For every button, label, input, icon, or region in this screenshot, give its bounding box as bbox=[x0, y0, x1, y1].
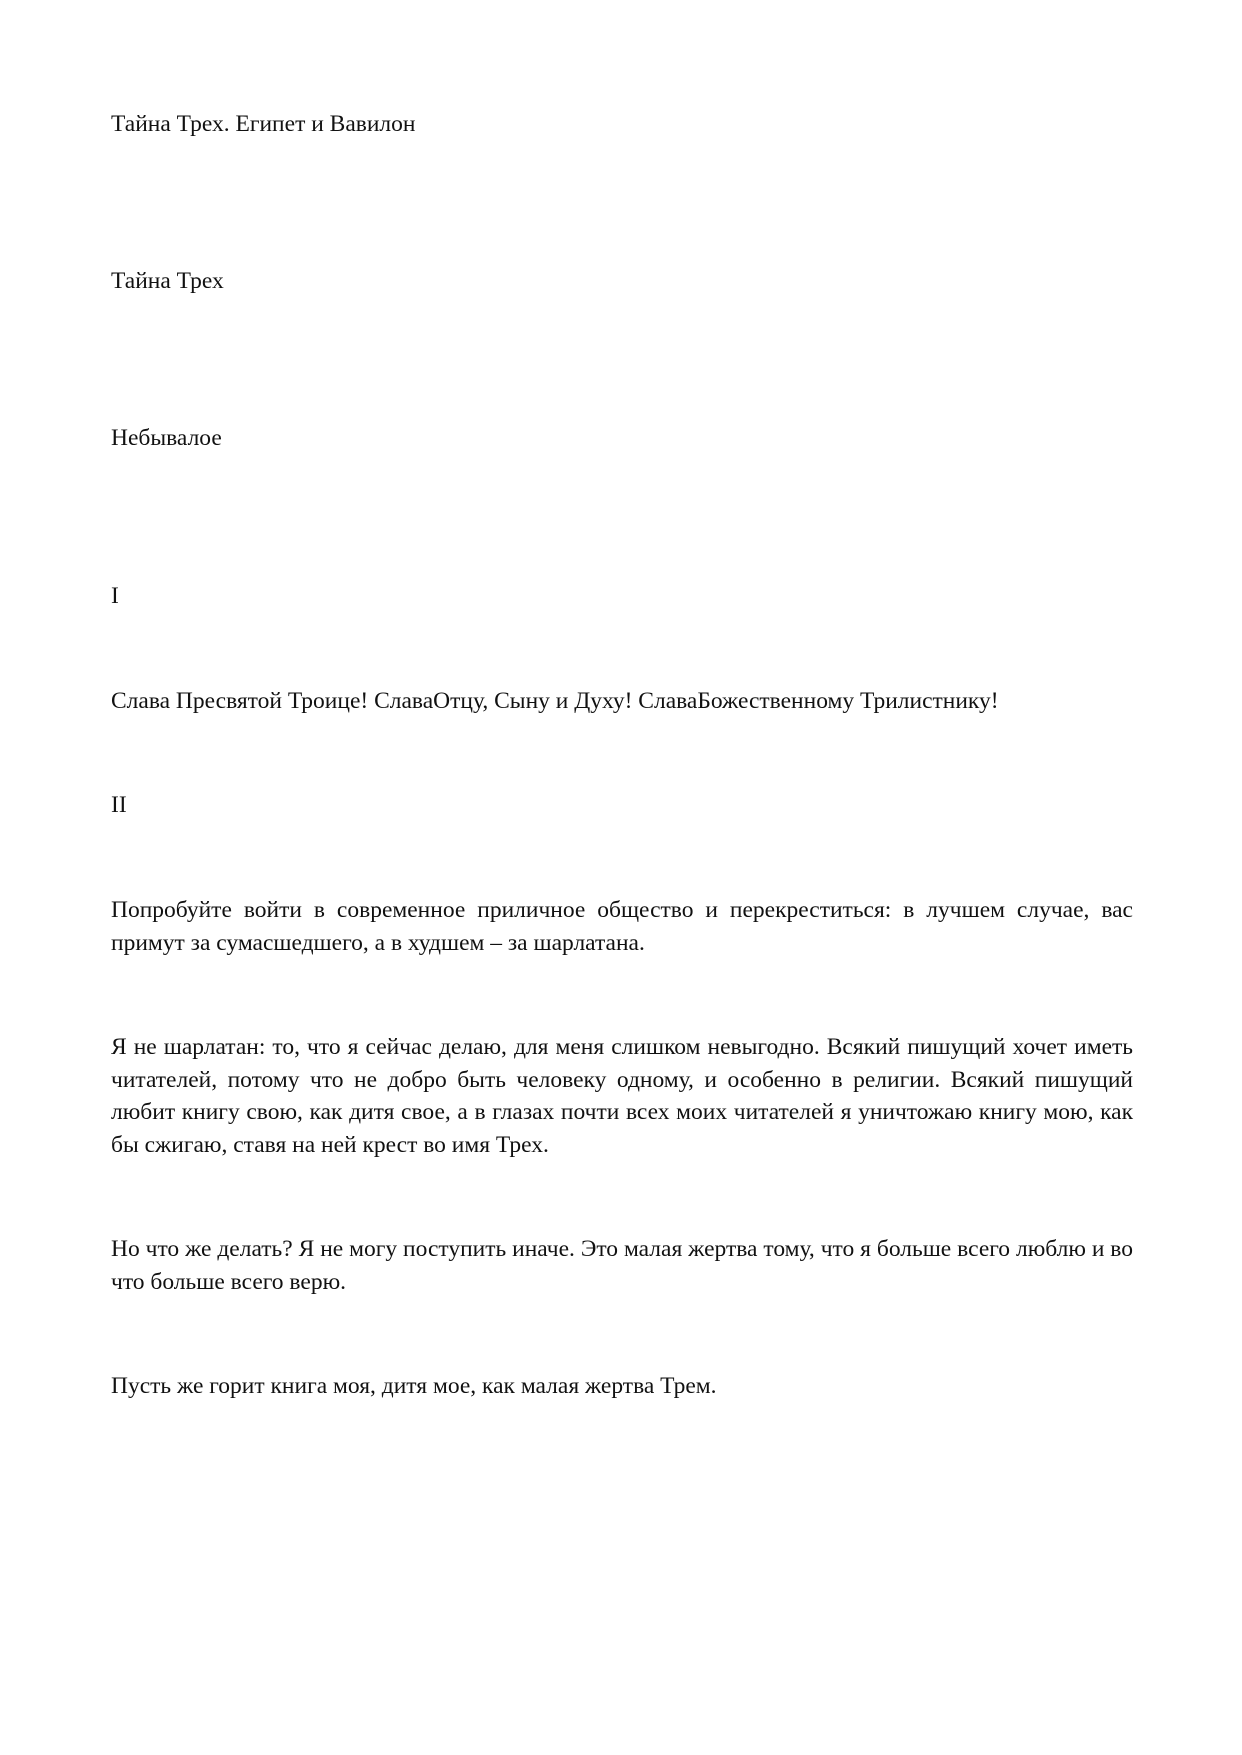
chapter-heading-two: II bbox=[111, 792, 127, 818]
subtitle: Небывалое bbox=[111, 425, 222, 451]
section-title: Тайна Трех bbox=[111, 268, 224, 294]
document-title: Тайна Трех. Египет и Вавилон bbox=[111, 111, 416, 137]
paragraph-4: Пусть же горит книга моя, дитя мое, как малая жертва Трем. bbox=[111, 1373, 717, 1399]
paragraph-1: Попробуйте войти в современное приличное общество и перекреститься: в лучшем случае, вас примут за сумасшедшего, а в худшем – за шарлатана. bbox=[111, 897, 1133, 956]
paragraph-2: Я не шарлатан: то, что я сейчас делаю, для меня слишком невыгодно. Всякий пишущий хочет иметь читателей, потому что не добро быть человеку одному, и особенно в религии. Всякий пишущий любит книгу свою, как дитя свое, а в глазах почти всех моих читателей я уничтожаю книгу мою, как бы сжигаю, ставя на ней крест во имя Трех. bbox=[111, 1034, 1133, 1158]
invocation-line: Слава Пресвятой Троице! СлаваОтцу, Сыну и Духу! СлаваБожественному Трилистнику! bbox=[111, 688, 999, 714]
chapter-heading-one: I bbox=[111, 583, 119, 609]
paragraph-3: Но что же делать? Я не могу поступить иначе. Это малая жертва тому, что я больше всего люблю и во что больше всего верю. bbox=[111, 1236, 1133, 1295]
